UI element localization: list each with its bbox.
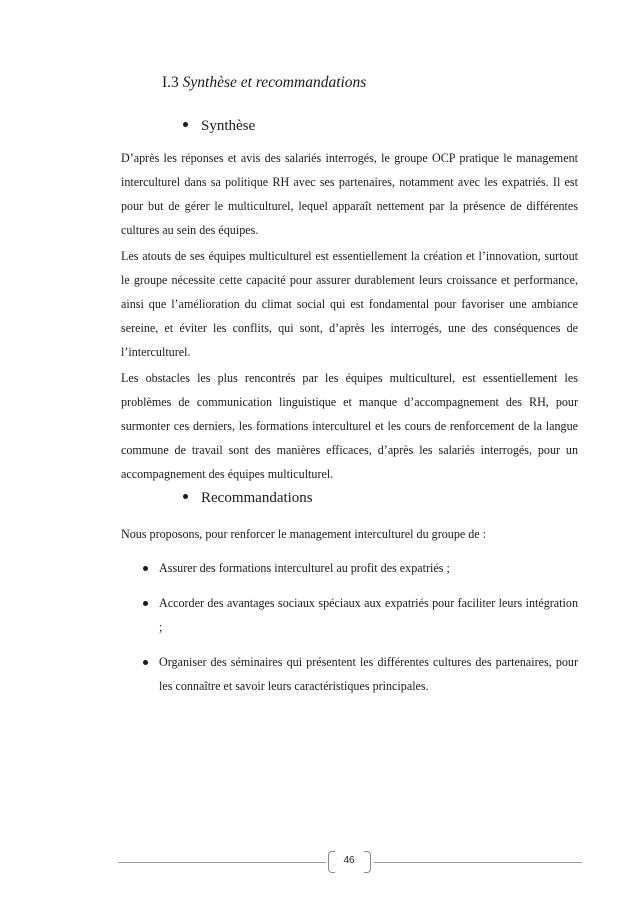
bullet-icon <box>143 566 148 571</box>
list-item: Assurer des formations interculturel au profit des expatriés ; <box>121 556 578 580</box>
synthese-paragraph-2: Les atouts de ses équipes multiculturel est essentiellement la création et l’innovation, surtout le groupe nécessite cette capacité pour assurer durablement leurs croissance et performance, ainsi que l’amélioration du climat social qui est fondamental pour favoriser une ambiance sereine, et éviter les conflits, qui sont, d’après les interrogés, une des conséquences de l’interculturel. <box>121 249 578 359</box>
bullet-icon <box>143 660 148 665</box>
bullet-icon <box>183 122 188 127</box>
section-title: Synthèse et recommandations <box>182 74 367 91</box>
section-number: I.3 <box>162 74 179 91</box>
page-number: 46 <box>343 855 355 866</box>
footer-rule-right <box>374 862 582 863</box>
page-number-bracket-right <box>364 851 371 873</box>
page-number-bracket-left <box>328 851 335 873</box>
list-item: Accorder des avantages sociaux spéciaux aux expatriés pour faciliter leurs intégration ; <box>121 591 578 639</box>
section-heading <box>162 74 366 92</box>
synthese-heading: Synthèse <box>183 118 255 135</box>
footer-rule-left <box>118 862 326 863</box>
recommandations-intro: Nous proposons, pour renforcer le management interculturel du groupe de : <box>121 527 487 541</box>
list-item: Organiser des séminaires qui présentent les différentes cultures des partenaires, pour les connaître et savoir leurs caractéristiques principales. <box>121 650 578 698</box>
synthese-paragraph-1: D’après les réponses et avis des salariés interrogés, le groupe OCP pratique le management interculturel dans sa politique RH avec ses partenaires, notamment avec les expatriés. Il est pour but de gérer le multiculturel, lequel apparaît nettement par la présence de différentes cultures au sein des équipes. <box>121 151 578 237</box>
recommandations-list <box>121 556 578 698</box>
recommandations-heading: Recommandations <box>183 490 313 507</box>
bullet-icon <box>143 601 148 606</box>
synthese-paragraph-3: Les obstacles les plus rencontrés par les équipes multiculturel, est essentiellement les problèmes de communication linguistique et manque d’accompagnement des RH, pour surmonter ces derniers, les formations interculturel et les cours de renforcement de la langue commune de travail sont des manières efficaces, d’après les salariés interrogés, pour un accompagnement des équipes multiculturel. <box>121 371 578 481</box>
bullet-icon <box>183 494 188 499</box>
